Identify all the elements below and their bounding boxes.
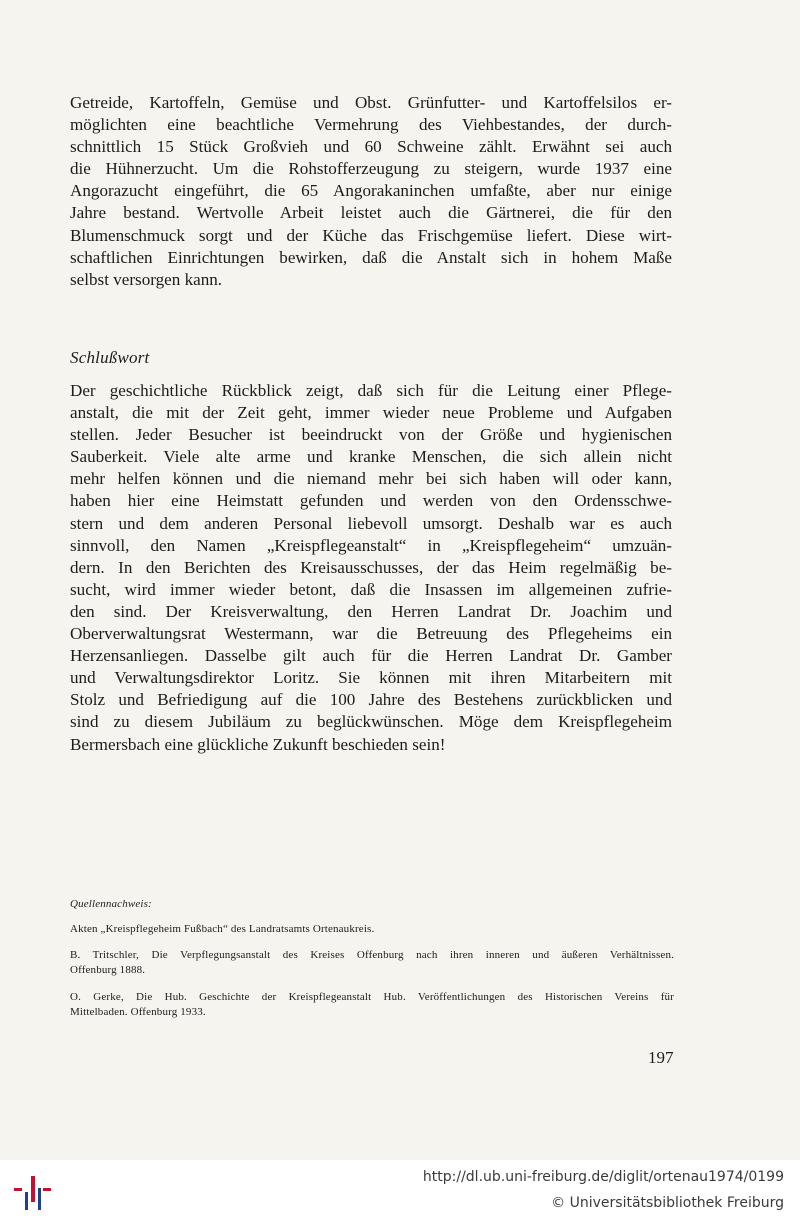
source-line: Offenburg 1888. <box>70 964 146 977</box>
closing-paragraph <box>70 380 672 756</box>
text-line: mehr helfen können und die niemand mehr bei sich haben will oder kann, <box>70 469 672 489</box>
intro-paragraph <box>70 92 672 291</box>
source-line: B. Tritschler, Die Verpflegungsanstalt des Kreises Offenburg nach ihren inneren und äußeren Verhältnissen. <box>70 949 674 961</box>
sources-title: Quellennachweis: <box>70 898 152 910</box>
text-line: möglichten eine beachtliche Vermehrung des Viehbestandes, der durch- <box>70 115 672 135</box>
source-line: Akten „Kreispflegeheim Fußbach“ des Landratsamts Ortenaukreis. <box>70 923 375 935</box>
text-line: dern. In den Berichten des Kreisausschusses, der das Heim regelmäßig be- <box>70 557 672 577</box>
text-line: und Verwaltungsdirektor Loritz. Sie können mit ihren Mitarbeitern mit <box>70 668 672 688</box>
text-line: Sauberkeit. Viele alte arme und kranke Menschen, die sich allein nicht <box>70 447 672 467</box>
text-line: sucht, wird immer wieder betont, daß die Insassen im allgemeinen zufrie- <box>70 579 672 599</box>
footer-bar <box>0 1160 800 1220</box>
text-line: Stolz und Befriedigung auf die 100 Jahre des Bestehens zurückblicken und <box>70 690 672 710</box>
source-line: Mittelbaden. Offenburg 1933. <box>70 1006 206 1019</box>
text-line: selbst versorgen kann. <box>70 269 223 289</box>
text-line: Oberverwaltungsrat Westermann, war die Betreuung des Pflegeheims ein <box>70 624 672 644</box>
text-line: anstalt, die mit der Zeit geht, immer wieder neue Probleme und Aufgaben <box>70 403 672 423</box>
text-line: Herzensanliegen. Dasselbe gilt auch für die Herren Landrat Dr. Gamber <box>70 646 672 666</box>
text-line: sinnvoll, den Namen „Kreispflegeanstalt“ in „Kreispflegeheim“ umzuän- <box>70 535 672 555</box>
closing-text <box>70 380 672 756</box>
source-entry <box>70 990 674 1020</box>
source-entry <box>70 922 674 937</box>
library-logo-icon <box>12 1168 52 1212</box>
text-line: Getreide, Kartoffeln, Gemüse und Obst. Grünfutter- und Kartoffelsilos er- <box>70 93 672 112</box>
text-line: Angorazucht eingeführt, die 65 Angorakaninchen umfaßte, aber nur einige <box>70 181 672 201</box>
intro-text <box>70 92 672 291</box>
text-line: schnittlich 15 Stück Großvieh und 60 Schweine zählt. Erwähnt sei auch <box>70 137 672 157</box>
source-entry <box>70 948 674 978</box>
text-line: schaftlichen Einrichtungen bewirken, daß die Anstalt sich in hohem Maße <box>70 247 672 267</box>
text-line: stellen. Jeder Besucher ist beeindruckt von der Größe und hygienischen <box>70 425 672 445</box>
text-line: stern und dem anderen Personal liebevoll umsorgt. Deshalb war es auch <box>70 513 672 533</box>
source-line: O. Gerke, Die Hub. Geschichte der Kreispflegeanstalt Hub. Veröffentlichungen des Historischen Vereins für <box>70 991 674 1003</box>
text-line: Bermersbach eine glückliche Zukunft beschieden sein! <box>70 734 446 754</box>
text-line: sind zu diesem Jubiläum zu beglückwünschen. Möge dem Kreispflegeheim <box>70 712 672 732</box>
section-heading: Schlußwort <box>70 348 150 367</box>
text-line: haben hier eine Heimstatt gefunden und werden von den Ordensschwe- <box>70 491 672 511</box>
text-line: Blumenschmuck sorgt und der Küche das Frischgemüse liefert. Diese wirt- <box>70 225 672 245</box>
text-line: Jahre bestand. Wertvolle Arbeit leistet auch die Gärtnerei, die für den <box>70 203 672 223</box>
footer-url-link[interactable]: http://dl.ub.uni-freiburg.de/diglit/ortenau1974/0199 <box>422 1169 784 1185</box>
text-line: den sind. Der Kreisverwaltung, den Herren Landrat Dr. Joachim und <box>70 601 672 621</box>
text-line: die Hühnerzucht. Um die Rohstofferzeugung zu steigern, wurde 1937 eine <box>70 159 672 179</box>
text-line: Der geschichtliche Rückblick zeigt, daß sich für die Leitung einer Pflege- <box>70 381 672 400</box>
footer-copyright: © Universitätsbibliothek Freiburg <box>551 1195 784 1211</box>
page-number: 197 <box>648 1048 674 1067</box>
